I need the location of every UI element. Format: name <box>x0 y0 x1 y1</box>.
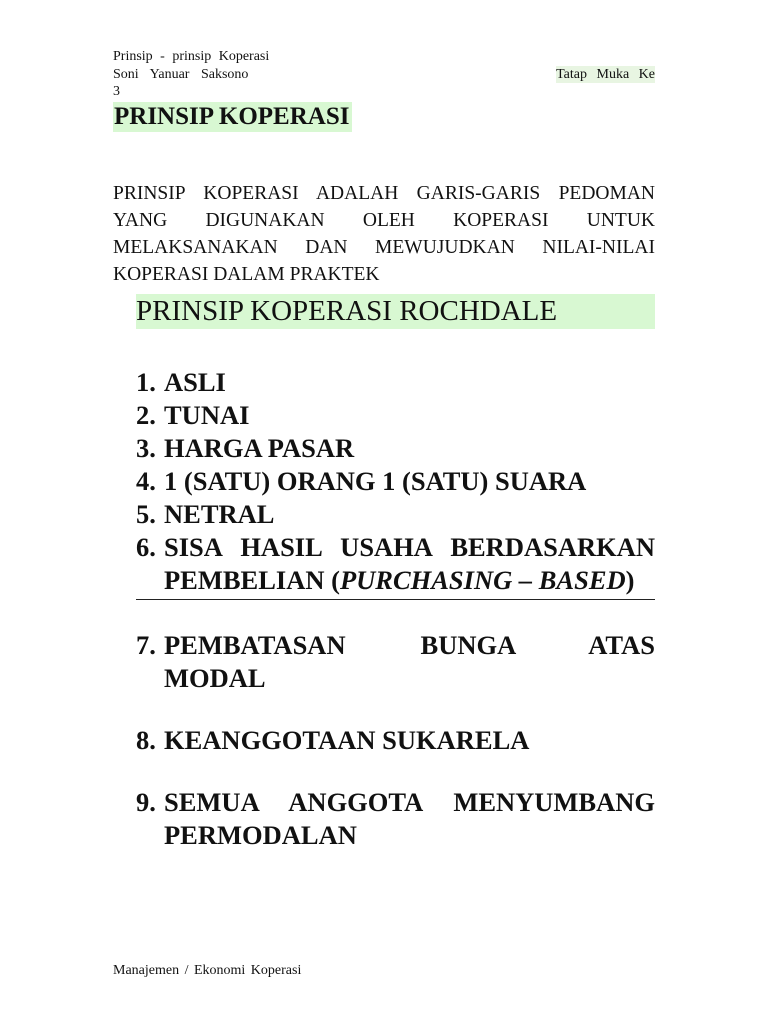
list-item <box>136 432 655 465</box>
list-item <box>136 531 655 600</box>
list-item-number: 5. <box>136 499 156 529</box>
list-item-text: KEANGGOTAAN SUKARELA <box>164 725 530 755</box>
list-item-number: 8. <box>136 725 156 755</box>
list-item-text <box>164 531 655 597</box>
list-item-number: 4. <box>136 466 156 496</box>
header-row <box>113 66 655 83</box>
list-item-text-line2: MODAL <box>164 663 266 693</box>
list-item-text: NETRAL <box>164 499 275 529</box>
page-title: PRINSIP KOPERASI <box>113 102 352 132</box>
list-item-text <box>164 629 655 695</box>
header-subject: Prinsip - prinsip Koperasi <box>113 49 270 64</box>
list-item <box>136 399 655 432</box>
list-item <box>136 629 655 695</box>
list-item-text: SEMUA ANGGOTA MENYUMBANG PERMODALAN <box>164 787 655 850</box>
list-item-text-italic: PURCHASING – BASED <box>339 565 626 595</box>
page-footer: Manajemen / Ekonomi Koperasi <box>113 963 302 978</box>
intro-paragraph: PRINSIP KOPERASI ADALAH GARIS-GARIS PEDOMAN YANG DIGUNAKAN OLEH KOPERASI UNTUK MELAKSANAKAN DAN MEWUJUDKAN NILAI-NILAI KOPERASI DALAM PRAKTEK <box>113 182 655 285</box>
header-author: Soni Yanuar Saksono <box>113 67 249 82</box>
list-item-text: ASLI <box>164 367 226 397</box>
header-session-number: 3 <box>113 84 120 99</box>
list-item <box>136 724 655 757</box>
list-item <box>136 366 655 399</box>
list-item-number: 2. <box>136 400 156 430</box>
header-session: Tatap Muka Ke <box>556 67 655 82</box>
list-item-text: HARGA PASAR <box>164 433 355 463</box>
list-item-number: 6. <box>136 532 156 562</box>
list-item <box>136 786 655 852</box>
list-item-text-tail: ) <box>625 565 635 595</box>
list-item-text: TUNAI <box>164 400 250 430</box>
list-item-text-main: SISA HASIL USAHA BERDASARKAN PEMBELIAN ( <box>164 532 655 595</box>
section-subtitle: PRINSIP KOPERASI ROCHDALE <box>136 294 655 329</box>
list-item <box>136 498 655 531</box>
principles-list <box>136 366 655 852</box>
list-item-number: 9. <box>136 787 156 817</box>
list-item-number: 1. <box>136 367 156 397</box>
list-item-number: 3. <box>136 433 156 463</box>
list-item <box>136 465 655 498</box>
list-item-text: 1 (SATU) ORANG 1 (SATU) SUARA <box>164 466 587 496</box>
list-item-text-line1: PEMBATASAN BUNGA ATAS <box>164 630 655 660</box>
list-item-number: 7. <box>136 630 156 660</box>
